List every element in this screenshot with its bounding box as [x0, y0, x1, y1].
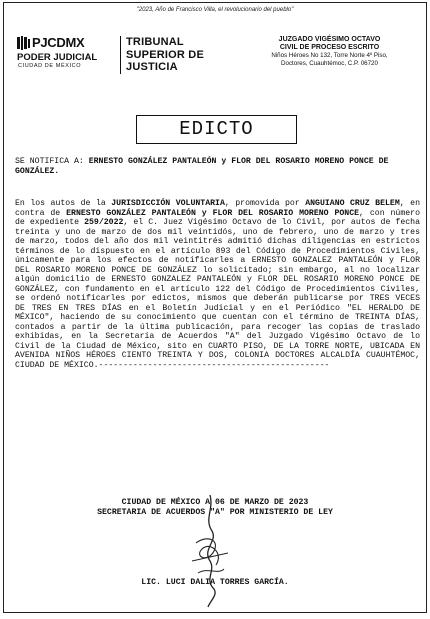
document-title: EDICTO: [136, 115, 297, 144]
court-address-line-1: Niños Héroes No 132, Torre Norte 4º Piso,: [271, 52, 388, 59]
court-address-block: [247, 36, 412, 68]
body-file-number-label: , con número de expediente: [15, 208, 420, 227]
signer-name: LIC. LUCI DALIA TORRES GARCÍA.: [141, 578, 289, 587]
proceeding-type: JURISDICCIÓN VOLUNTARIA: [111, 199, 225, 208]
tribunal-line-3: JUSTICIA: [126, 61, 178, 73]
notification-paragraph: [15, 157, 420, 176]
place-and-date: CIUDAD DE MÉXICO A 06 DE MARZO DE 2023: [121, 498, 309, 507]
body-against: , en contra de: [15, 199, 420, 218]
file-number: 259/2022: [84, 218, 124, 227]
secretary-title: SECRETARIA DE ACUERDOS "A" POR MINISTERIO DE LEY: [97, 507, 333, 517]
pjcdmx-logo-left: [17, 36, 117, 70]
court-name-line-1: JUZGADO VIGÉSIMO OCTAVO: [278, 36, 381, 43]
logo-ciudad: CIUDAD DE MÉXICO: [18, 63, 82, 69]
tribunal-line-1: TRIBUNAL: [126, 36, 184, 48]
cdmx-row: [17, 36, 117, 50]
header-motto: "2023, Año de Francisco Villa, el revolucionario del pueblo": [136, 7, 294, 13]
logo-poder-judicial: PODER JUDICIAL: [17, 52, 98, 63]
court-address-line-2: Doctores, Cuauhtémoc, C.P. 06720: [281, 60, 378, 67]
tribunal-superior-logo-text: [126, 36, 204, 74]
tribunal-line-2: SUPERIOR DE: [126, 48, 204, 61]
body-main-text: , el C. Juez Vigésimo Octavo de lo Civil, por autos de fecha treinta y uno de marzo de dos mil veintidós, uno de febrero, uno de marzo y tres de marzo, todos del año dos mil veintitrés admitió dichas diligencias en estrictos términos de lo dispuesto en el artículo 893 del Código de Procedimientos Civiles, únicamente para los efectos de notificarles a ERNESTO GONZALEZ PANTALEÓN y FLOR DEL ROSARIO MORENO PONCE DE GONZÁLEZ lo solicitado; sin embargo, al no localizar algún domicilio de ERNESTO GONZALEZ PANTALEÓN y FLOR DEL ROSARIO MORENO PONCE DE GONZÁLEZ, con fundamento en el artículo 122 del Código de Procedimientos Civiles, se ordenó notificarles por edictos, mismos que deberán publicarse por TRES VECES DE TRES EN TRES DÍAS en el Boletín Judicial y en el Periódico "EL HERALDO DE MÉXICO", haciendo de su conocimiento que cuentan con el término de TREINTA DÍAS, contados a partir de la última publicación, para recoger las copias de traslado exhibidas, en la Secretaría de Acuerdos "A" del Juzgado Vigésimo Octavo de lo Civil de la Ciudad de México, sito en CUARTO PISO, DE LA TORRE NORTE, UBICADA EN AVENIDA NIÑOS HÉROES CIENTO TREINTA Y DOS, COLONIA DOCTORES ALCALDÍA CUAUHTÉMOC, CIUDAD DE MÉXICO.: [15, 218, 420, 370]
notification-prefix: SE NOTIFICA A:: [15, 157, 89, 166]
notified-parties: ERNESTO GONZÁLEZ PANTALEÓN y FLOR DEL ROSARIO MORENO PONCE DE GONZÁLEZ.: [15, 157, 389, 176]
edict-body: [15, 199, 420, 370]
body-dashes: -----------------------------------------------: [98, 360, 330, 370]
pjcdmx-logo: [17, 36, 204, 74]
signature-place-block: [4, 498, 426, 517]
document-page: [3, 2, 427, 613]
defendant-names: ERNESTO GONZÁLEZ PANTALEÓN y FLOR DEL ROSARIO MORENO PONCE: [66, 208, 360, 218]
plaintiff-name: ANGUIANO CRUZ BELEM: [305, 199, 400, 208]
logo-cdmx-text: PJCDMX: [32, 35, 85, 50]
court-name-line-2: CIVIL DE PROCESO ESCRITO: [279, 44, 380, 51]
body-promoted-by: , promovida por: [224, 199, 306, 208]
logo-divider: [120, 36, 121, 74]
body-intro: En los autos de la: [15, 199, 112, 208]
court-emblem-icon: [17, 36, 30, 50]
